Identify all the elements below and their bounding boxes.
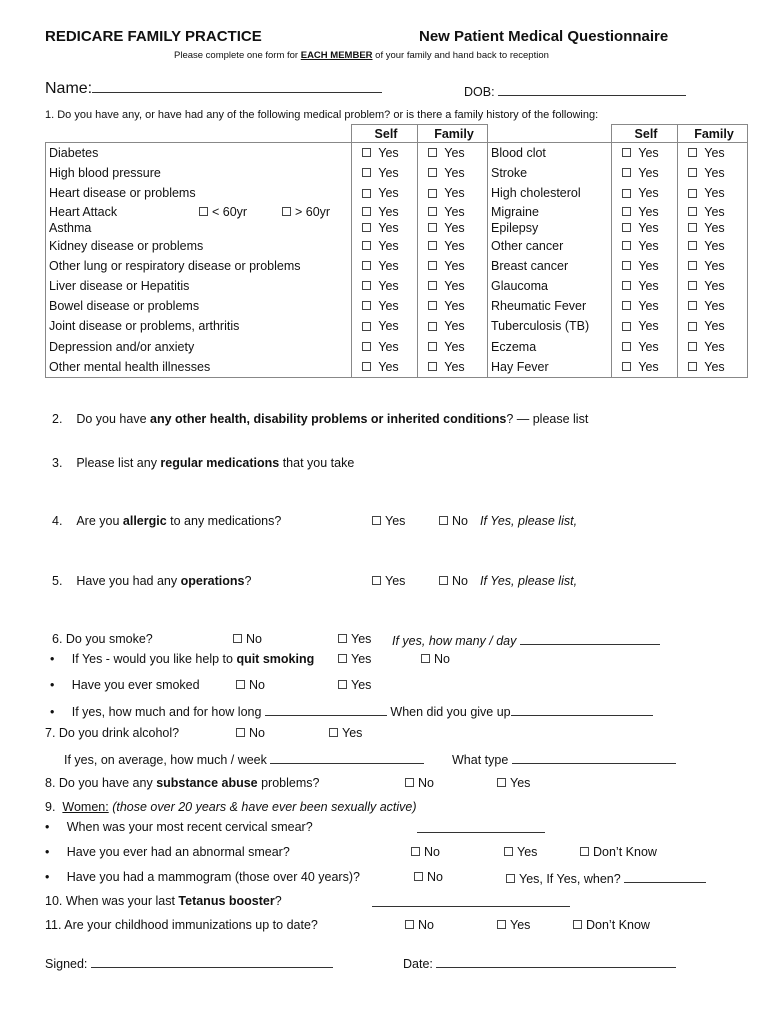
yes-checkbox-cell[interactable]: Yes (418, 163, 488, 183)
quit-help-yes[interactable]: Yes (338, 652, 371, 666)
q11: 11. Are your childhood immunizations up to date? (45, 918, 318, 932)
checkbox[interactable] (421, 654, 430, 663)
bullet-quit-help: • If Yes - would you like help to quit smoking (50, 652, 315, 666)
q5-note: If Yes, please list, (480, 574, 578, 588)
yes-checkbox-cell[interactable]: Yes (352, 143, 418, 164)
checkbox[interactable] (428, 322, 437, 331)
yes-checkbox-cell[interactable]: Yes (352, 163, 418, 183)
checkbox[interactable] (428, 301, 437, 310)
checkbox[interactable] (504, 847, 513, 856)
yes-checkbox-cell[interactable]: Yes (352, 204, 418, 220)
date-field[interactable]: Date: (403, 955, 676, 971)
yes-checkbox-cell[interactable]: Yes (612, 143, 678, 164)
yes-checkbox-cell[interactable]: Yes (612, 204, 678, 220)
q8-no[interactable]: No (405, 776, 434, 790)
smear-date-blank[interactable] (417, 820, 545, 833)
yes-checkbox-cell[interactable]: Yes (352, 256, 418, 276)
q8: 8. Do you have any substance abuse problems? (45, 776, 320, 790)
condition-label: Diabetes (46, 143, 352, 164)
checkbox[interactable] (428, 261, 437, 270)
bullet-abnormal-smear: • Have you ever had an abnormal smear? (45, 845, 290, 859)
under-60-option[interactable]: < 60yr (199, 205, 247, 219)
checkbox[interactable] (688, 301, 697, 310)
checkbox[interactable] (428, 148, 437, 157)
checkbox[interactable] (506, 874, 515, 883)
condition-label: Breast cancer (491, 258, 569, 273)
checkbox[interactable] (362, 241, 371, 250)
condition-label: Bowel disease or problems (46, 296, 352, 316)
q7-yes[interactable]: Yes (329, 726, 362, 740)
signature-blank[interactable] (91, 955, 333, 968)
yes-checkbox-cell[interactable]: Yes (418, 236, 488, 256)
checkbox[interactable] (411, 847, 420, 856)
condition-label: Rheumatic Fever (491, 299, 587, 314)
checkbox[interactable] (622, 241, 631, 250)
checkbox[interactable] (688, 207, 697, 216)
yes-checkbox-cell[interactable]: Yes (418, 220, 488, 236)
yes-checkbox-cell[interactable]: Yes (612, 316, 678, 336)
checkbox[interactable] (338, 680, 347, 689)
yes-checkbox-cell[interactable]: Yes (418, 357, 488, 378)
q9: 9. Women: (those over 20 years & have ever been sexually active) (45, 800, 417, 814)
yes-checkbox-cell[interactable]: Yes (418, 296, 488, 316)
table-row (46, 143, 748, 164)
bullet-cervical-smear: • When was your most recent cervical smear? (45, 820, 313, 834)
condition-label: Epilepsy (491, 220, 539, 235)
yes-checkbox-cell[interactable]: Yes (678, 204, 748, 220)
checkbox[interactable] (405, 920, 414, 929)
checkbox[interactable] (688, 168, 697, 177)
q4-yes[interactable]: Yes (372, 514, 405, 528)
over-60-option[interactable]: > 60yr (282, 205, 330, 219)
condition-label: Tuberculosis (TB) (491, 319, 590, 334)
q6-note[interactable]: If yes, how many / day (392, 632, 660, 648)
q10: 10. When was your last Tetanus booster? (45, 894, 282, 908)
abnormal-no[interactable]: No (411, 845, 440, 859)
practice-name: REDICARE FAMILY PRACTICE (45, 28, 262, 45)
table-row (46, 357, 748, 378)
q6: 6. Do you smoke? (52, 632, 153, 646)
checkbox[interactable] (405, 778, 414, 787)
q3: 3. Please list any regular medications that you take (52, 456, 355, 470)
dob-label: DOB: (464, 85, 495, 99)
q4-no[interactable]: No (439, 514, 468, 528)
condition-label: Migraine (491, 204, 539, 219)
yes-checkbox-cell[interactable]: Yes (418, 183, 488, 203)
dob-field[interactable] (464, 83, 686, 99)
yes-checkbox-cell[interactable]: Yes (418, 256, 488, 276)
yes-checkbox-cell[interactable]: Yes (612, 296, 678, 316)
checkbox[interactable] (688, 261, 697, 270)
checkbox[interactable] (688, 189, 697, 198)
checkbox[interactable] (236, 680, 245, 689)
checkbox[interactable] (688, 148, 697, 157)
condition-label: Hay Fever (488, 357, 612, 378)
yes-checkbox-cell[interactable]: Yes (418, 276, 488, 296)
checkbox[interactable] (362, 207, 371, 216)
name-label: Name: (45, 80, 93, 97)
condition-label: Other lung or respiratory disease or problems (46, 256, 352, 276)
yes-checkbox-cell[interactable]: Yes (678, 276, 748, 296)
name-field[interactable] (45, 80, 382, 98)
q7: 7. Do you drink alcohol? (45, 726, 180, 740)
yes-checkbox-cell[interactable]: Yes (678, 296, 748, 316)
yes-checkbox-cell[interactable]: Yes (678, 236, 748, 256)
yes-checkbox-cell[interactable]: Yes (678, 183, 748, 203)
q11-dont-know[interactable]: Don’t Know (573, 918, 650, 932)
yes-checkbox-cell[interactable]: Yes (612, 236, 678, 256)
q7-type: What type (452, 751, 676, 767)
q6-yes[interactable]: Yes (338, 632, 371, 646)
yes-checkbox-cell[interactable]: Yes (678, 163, 748, 183)
q6-no[interactable]: No (233, 632, 262, 646)
checkbox[interactable] (236, 728, 245, 737)
yes-checkbox-cell[interactable]: Yes (612, 183, 678, 203)
checkbox[interactable] (362, 281, 371, 290)
checkbox[interactable] (622, 148, 631, 157)
checkbox[interactable] (439, 576, 448, 585)
condition-label: Kidney disease or problems (46, 236, 352, 256)
yes-checkbox-cell[interactable]: Yes (678, 256, 748, 276)
yes-checkbox-cell[interactable]: Yes (352, 337, 418, 357)
mammogram-yes[interactable]: Yes, If Yes, when? (506, 870, 706, 886)
checkbox[interactable] (622, 301, 631, 310)
condition-label: Heart disease or problems (46, 183, 352, 203)
checkbox[interactable] (428, 207, 437, 216)
q5-no[interactable]: No (439, 574, 468, 588)
yes-checkbox-cell[interactable]: Yes (612, 220, 678, 236)
checkbox[interactable] (338, 634, 347, 643)
condition-label: Other cancer (491, 238, 564, 253)
yes-checkbox-cell[interactable]: Yes (678, 316, 748, 336)
table-row (46, 220, 748, 236)
yes-checkbox-cell[interactable]: Yes (678, 220, 748, 236)
checkbox[interactable] (329, 728, 338, 737)
date-blank[interactable] (436, 955, 676, 968)
checkbox[interactable] (428, 189, 437, 198)
table-row (46, 337, 748, 357)
q5: 5. Have you had any operations? (52, 574, 252, 588)
q7-no[interactable]: No (236, 726, 265, 740)
checkbox[interactable] (688, 223, 697, 232)
checkbox[interactable] (428, 281, 437, 290)
table-row (46, 163, 748, 183)
checkbox[interactable] (497, 920, 506, 929)
checkbox[interactable] (233, 634, 242, 643)
q4: 4. Are you allergic to any medications? (52, 514, 282, 528)
name-blank[interactable] (92, 80, 382, 93)
condition-label: Eczema (491, 339, 537, 354)
condition-label: Glaucoma (491, 279, 548, 294)
q2: 2. Do you have any other health, disability problems or inherited conditions? — please list (52, 412, 589, 426)
yes-checkbox-cell[interactable]: Yes (418, 316, 488, 336)
smoke-per-day-blank[interactable] (520, 632, 660, 645)
yes-checkbox-cell[interactable]: Yes (612, 256, 678, 276)
table-row (46, 183, 748, 203)
checkbox[interactable] (362, 342, 371, 351)
col-family: Family (418, 125, 488, 143)
table-row (46, 316, 748, 336)
checkbox[interactable] (372, 576, 381, 585)
yes-checkbox-cell[interactable]: Yes (612, 337, 678, 357)
how-much-blank[interactable] (265, 703, 387, 716)
checkbox[interactable] (428, 168, 437, 177)
yes-checkbox-cell[interactable]: Yes (418, 204, 488, 220)
yes-checkbox-cell[interactable]: Yes (612, 276, 678, 296)
checkbox[interactable] (622, 362, 631, 371)
checkbox[interactable] (622, 261, 631, 270)
ever-smoked-yes[interactable]: Yes (338, 678, 371, 692)
abnormal-dont-know[interactable]: Don’t Know (580, 845, 657, 859)
abnormal-yes[interactable]: Yes (504, 845, 537, 859)
yes-checkbox-cell[interactable]: Yes (352, 276, 418, 296)
yes-checkbox-cell[interactable]: Yes (352, 296, 418, 316)
condition-label: High cholesterol (491, 186, 581, 201)
col-family-right: Family (678, 125, 748, 143)
checkbox[interactable] (362, 148, 371, 157)
bullet-ever-smoked: • Have you ever smoked (50, 678, 200, 692)
checkbox[interactable] (622, 322, 631, 331)
table-row (46, 276, 748, 296)
checkbox[interactable] (688, 342, 697, 351)
checkbox[interactable] (282, 207, 291, 216)
dob-blank[interactable] (498, 83, 686, 96)
checkbox[interactable] (688, 322, 697, 331)
q11-yes[interactable]: Yes (497, 918, 530, 932)
checkbox[interactable] (622, 189, 631, 198)
yes-checkbox-cell[interactable]: Yes (418, 143, 488, 164)
condition-label: Blood clot (488, 143, 612, 164)
condition-label: Asthma (46, 220, 352, 236)
yes-checkbox-cell[interactable]: Yes (678, 337, 748, 357)
gave-up-blank[interactable] (511, 703, 653, 716)
yes-checkbox-cell[interactable]: Yes (678, 143, 748, 164)
yes-checkbox-cell[interactable]: Yes (352, 357, 418, 378)
mammogram-date-blank[interactable] (624, 870, 706, 883)
condition-label: Joint disease or problems, arthritis (46, 316, 352, 336)
q8-yes[interactable]: Yes (497, 776, 530, 790)
checkbox[interactable] (622, 168, 631, 177)
condition-label: Other mental health illnesses (46, 357, 352, 378)
checkbox[interactable] (338, 654, 347, 663)
table-row (46, 296, 748, 316)
checkbox[interactable] (428, 223, 437, 232)
yes-checkbox-cell[interactable]: Yes (612, 357, 678, 378)
checkbox[interactable] (688, 241, 697, 250)
checkbox[interactable] (428, 241, 437, 250)
checkbox[interactable] (362, 301, 371, 310)
table-row (46, 236, 748, 256)
condition-label: Liver disease or Hepatitis (46, 276, 352, 296)
q7-avg: If yes, on average, how much / week (64, 751, 424, 767)
checkbox[interactable] (622, 342, 631, 351)
table-row (46, 256, 748, 276)
ever-smoked-no[interactable]: No (236, 678, 265, 692)
form-title: New Patient Medical Questionnaire (419, 28, 669, 45)
col-self: Self (352, 125, 418, 143)
checkbox[interactable] (362, 322, 371, 331)
checkbox[interactable] (688, 281, 697, 290)
quit-help-no[interactable]: No (421, 652, 450, 666)
yes-checkbox-cell[interactable]: Yes (678, 357, 748, 378)
yes-checkbox-cell[interactable]: Yes (352, 236, 418, 256)
bullet-how-much: • If yes, how much and for how long When did you give up (50, 703, 653, 719)
medical-history-table (45, 124, 748, 378)
checkbox[interactable] (622, 223, 631, 232)
checkbox[interactable] (199, 207, 208, 216)
checkbox[interactable] (580, 847, 589, 856)
checkbox[interactable] (414, 872, 423, 881)
yes-checkbox-cell[interactable]: Yes (352, 183, 418, 203)
condition-label: Stroke (491, 166, 528, 181)
checkbox[interactable] (497, 778, 506, 787)
q11-no[interactable]: No (405, 918, 434, 932)
q1-text: 1. Do you have any, or have had any of the following medical problem? or is there a family history of the following: (45, 109, 599, 121)
signed-field[interactable]: Signed: (45, 955, 333, 971)
yes-checkbox-cell[interactable]: Yes (352, 316, 418, 336)
col-self-right: Self (612, 125, 678, 143)
checkbox[interactable] (439, 516, 448, 525)
yes-checkbox-cell[interactable]: Yes (612, 163, 678, 183)
yes-checkbox-cell[interactable]: Yes (418, 337, 488, 357)
checkbox[interactable] (372, 516, 381, 525)
checkbox[interactable] (362, 261, 371, 270)
condition-label: Depression and/or anxiety (46, 337, 352, 357)
alcohol-amount-blank[interactable] (270, 751, 424, 764)
checkbox[interactable] (688, 362, 697, 371)
alcohol-type-blank[interactable] (512, 751, 676, 764)
table-row (46, 204, 748, 220)
bullet-mammogram: • Have you had a mammogram (those over 40 years)? (45, 870, 360, 884)
q4-note: If Yes, please list, (480, 514, 578, 528)
checkbox[interactable] (622, 207, 631, 216)
q5-yes[interactable]: Yes (372, 574, 405, 588)
checkbox[interactable] (573, 920, 582, 929)
checkbox[interactable] (428, 342, 437, 351)
checkbox[interactable] (362, 362, 371, 371)
checkbox[interactable] (622, 281, 631, 290)
tetanus-date-blank[interactable] (372, 894, 570, 907)
checkbox[interactable] (362, 223, 371, 232)
checkbox[interactable] (362, 189, 371, 198)
checkbox[interactable] (362, 168, 371, 177)
condition-label: Heart Attack < 60yr > 60yr (46, 204, 352, 220)
yes-checkbox-cell[interactable]: Yes (352, 220, 418, 236)
form-instruction: Please complete one form for EACH MEMBER of your family and hand back to reception (174, 50, 549, 61)
mammogram-no[interactable]: No (414, 870, 443, 884)
checkbox[interactable] (428, 362, 437, 371)
condition-label: High blood pressure (46, 163, 352, 183)
